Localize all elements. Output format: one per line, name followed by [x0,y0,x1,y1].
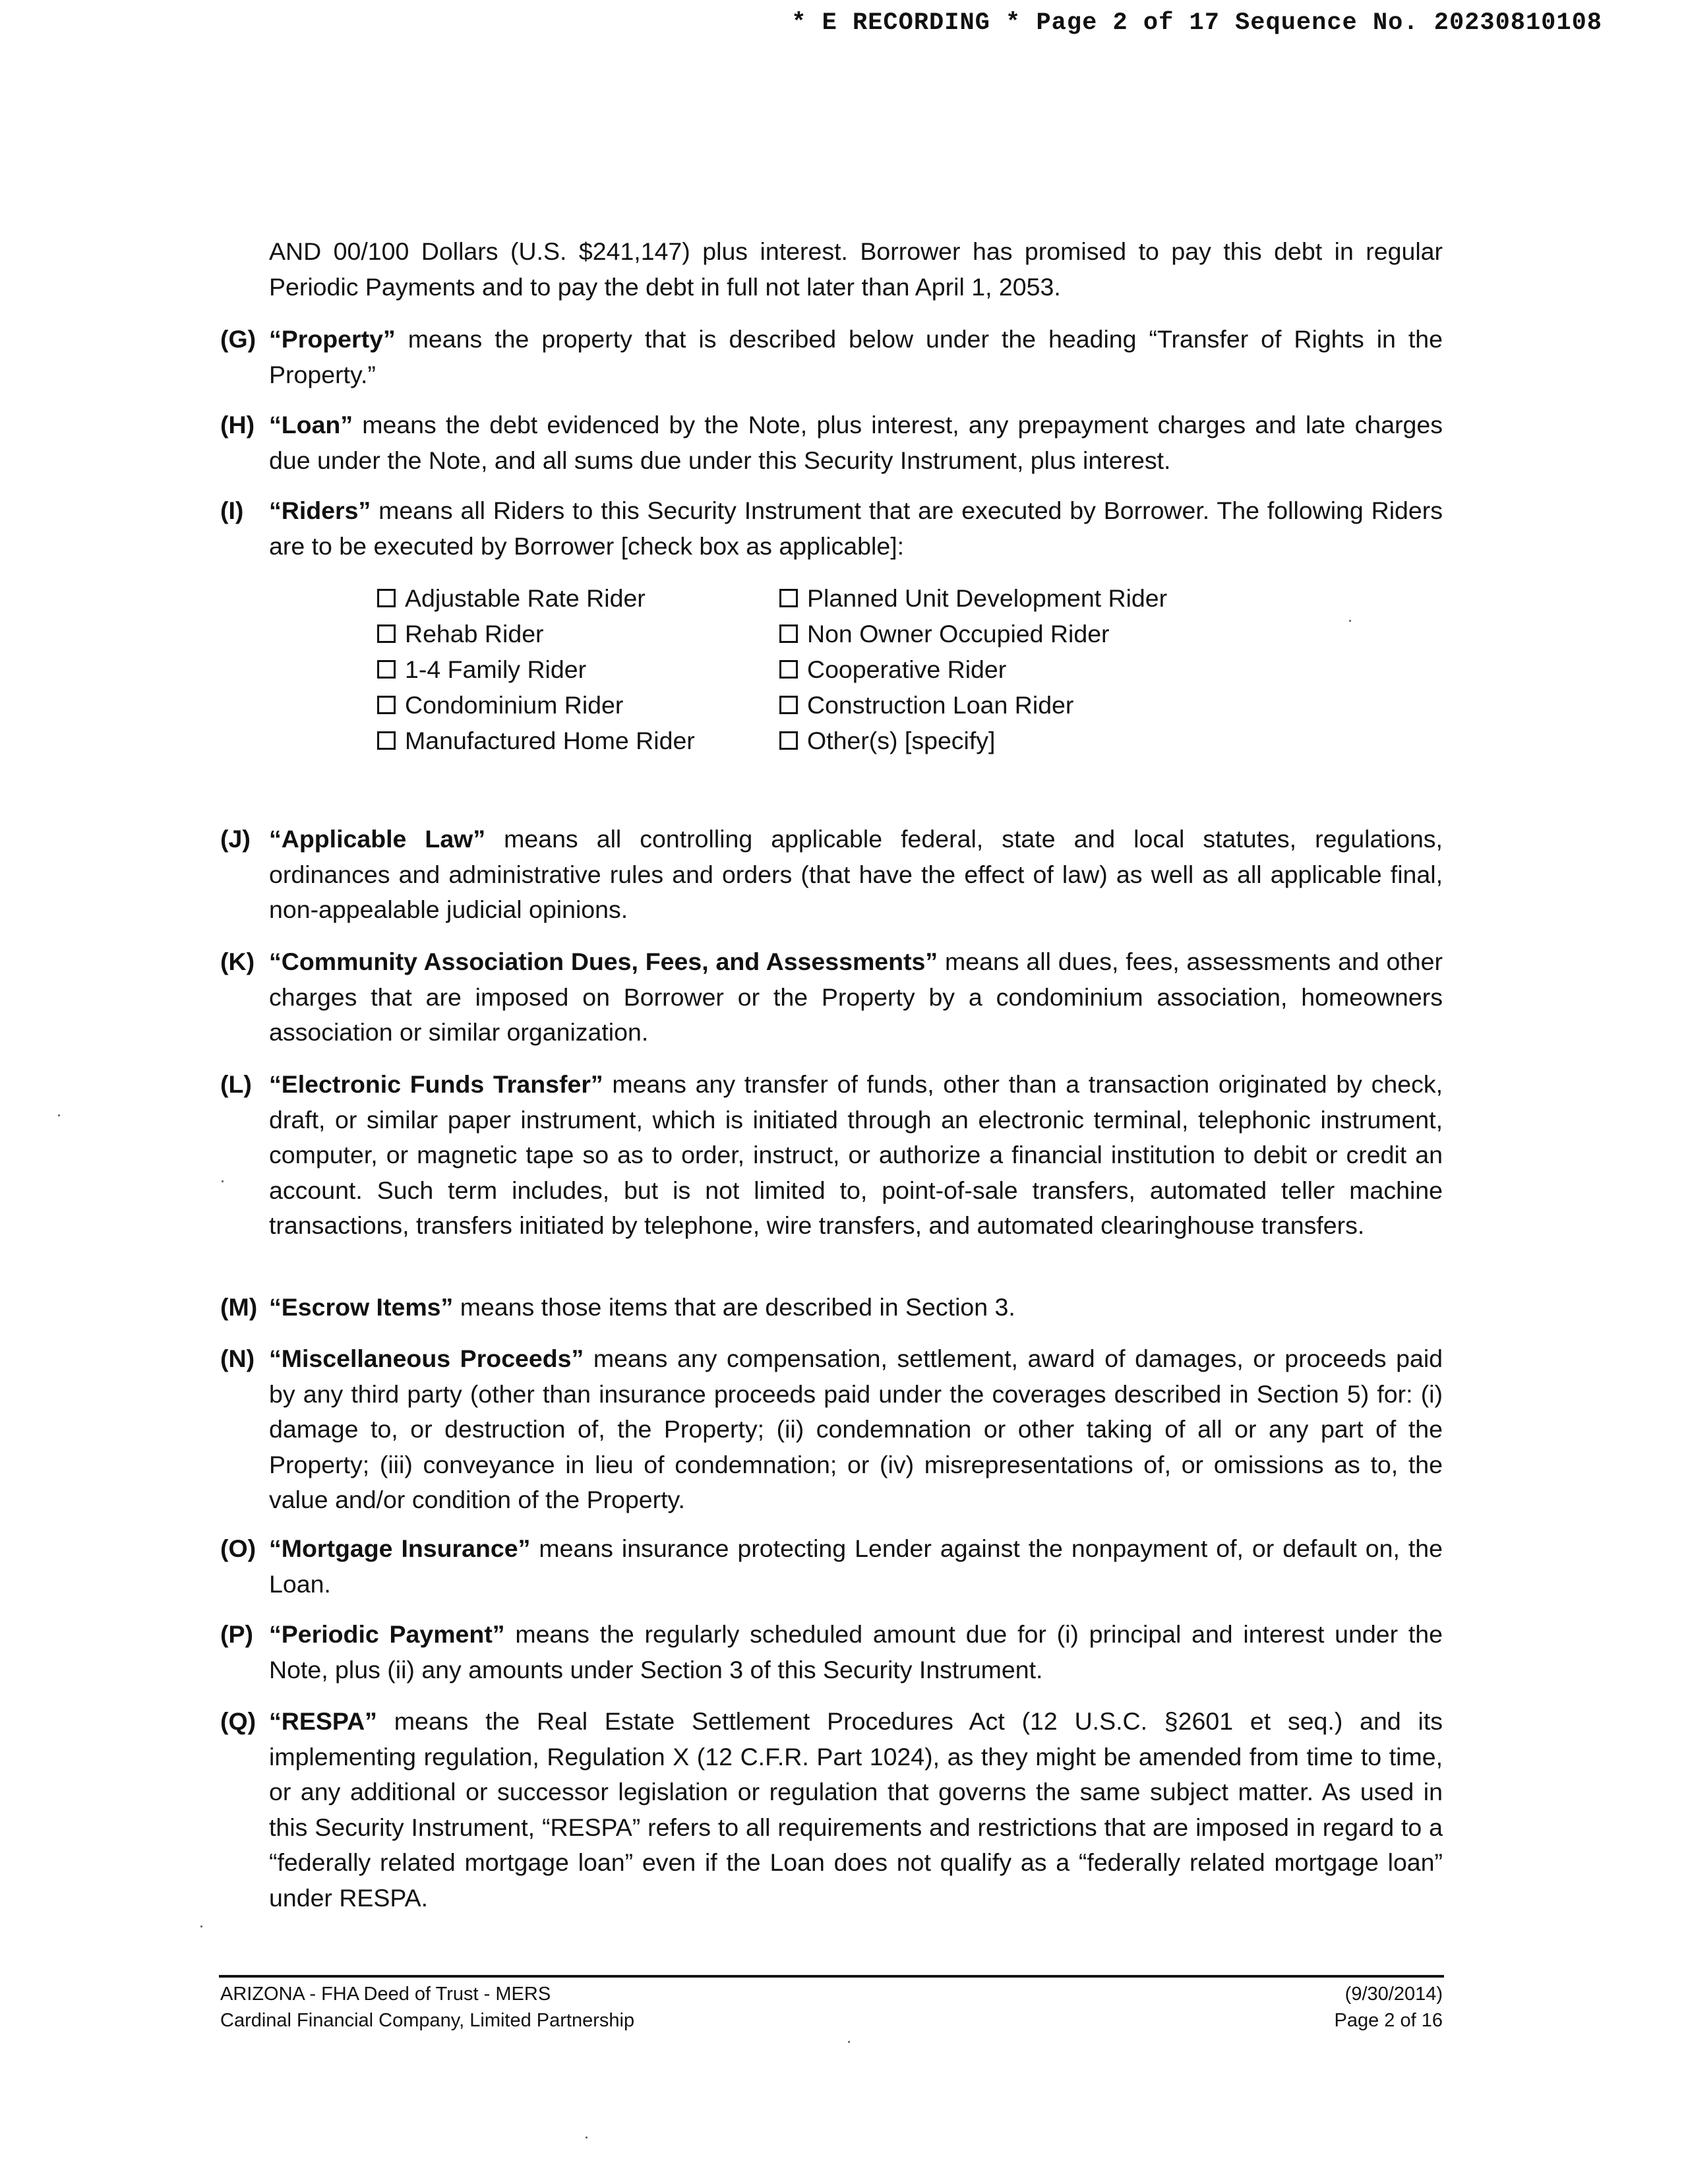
definition-letter: (L) [220,1070,252,1098]
checkbox-icon [779,696,798,714]
definition-body: means the Real Estate Settlement Procedures Act (12 U.S.C. §2601 et seq.) and its implementing regulation, Regulation X (12 C.F.R. Part 1024), as they might be amended from time to time, or any additional or successor legislation or regulation that governs the same subject matter. As used in this Security Instrument, “RESPA” refers to all requirements and restrictions that are imposed in regard to a “federally related mortgage loan” even if the Loan does not qualify as a “federally related mortgage loan” under RESPA. [269,1707,1443,1912]
definition-term: “Riders” [269,497,371,524]
footer-left [220,1981,634,2034]
definition-body: means any transfer of funds, other than a transaction originated by check, draft, or similar paper instrument, which is initiated through an electronic terminal, telephonic instrument, computer, or magnetic tape so as to order, instruct, or authorize a financial institution to debit or credit an account. Such term includes, but is not limited to, point-of-sale transfers, automated teller machine transactions, transfers initiated by telephone, wire transfers, and automated clearinghouse transfers. [269,1070,1443,1239]
definition-letter: (M) [220,1293,258,1321]
definition-i [220,493,1443,564]
definition-term: “RESPA” [269,1707,377,1735]
definition-m [220,1290,1443,1325]
definition-q [220,1704,1443,1916]
rider-construction-loan[interactable]: Construction Loan Rider [779,687,1175,723]
definition-l [220,1067,1443,1244]
definition-body: means any compensation, settlement, award of damages, or proceeds paid by any third party (other than insurance proceeds paid under the coverages described in Section 5) for: (i) damage to, or destruction of, the Property; (ii) condemnation or other taking of all or any part of the Property; (iii) conveyance in lieu of condemnation; or (iv) misrepresentations of, or omissions as to, the value and/or condition of the Property. [269,1345,1443,1513]
footer-form-date: (9/30/2014) [1344,1984,1443,2005]
rider-cooperative[interactable]: Cooperative Rider [779,652,1175,687]
riders-column-left [377,580,773,758]
checkbox-icon [377,660,396,679]
footer-form-name: ARIZONA - FHA Deed of Trust - MERS [220,1984,551,2005]
scan-speck [200,1926,202,1927]
definition-o [220,1531,1443,1602]
rider-others[interactable]: Other(s) [specify] [779,723,1175,758]
rider-adjustable-rate[interactable]: Adjustable Rate Rider [377,580,773,616]
rider-manufactured-home[interactable]: Manufactured Home Rider [377,723,773,758]
definition-h [220,408,1443,478]
definition-term: “Community Association Dues, Fees, and Assessments” [269,948,938,975]
definition-j [220,822,1443,928]
footer-right [1335,1981,1443,2034]
scan-speck [58,1114,60,1116]
scan-speck [848,2041,850,2043]
definition-term: “Loan” [269,411,353,439]
checkbox-icon [779,624,798,643]
definition-term: “Escrow Items” [269,1293,454,1321]
checkbox-icon [377,696,396,714]
checkbox-icon [377,624,396,643]
riders-column-right [779,580,1175,758]
definition-letter: (Q) [220,1707,256,1735]
definition-body: means the property that is described below under the heading “Transfer of Rights in the Property.” [269,325,1443,388]
scan-speck [586,2137,588,2138]
definition-body: means insurance protecting Lender against the nonpayment of, or default on, the Loan. [269,1534,1443,1598]
definition-g [220,322,1443,392]
definition-body: means the regularly scheduled amount due for (i) principal and interest under the Note, plus (ii) any amounts under Section 3 of this Security Instrument. [269,1620,1443,1684]
definition-term: “Mortgage Insurance” [269,1534,531,1562]
definition-body: means those items that are described in Section 3. [453,1293,1015,1321]
definition-term: “Applicable Law” [269,825,486,853]
definition-letter: (H) [220,411,255,439]
definition-term: “Periodic Payment” [269,1620,505,1648]
checkbox-icon [779,660,798,679]
definition-term: “Electronic Funds Transfer” [269,1070,603,1098]
definition-letter: (J) [220,825,251,853]
definition-body: means the debt evidenced by the Note, plus interest, any prepayment charges and late charges due under the Note, and all sums due under this Security Instrument, plus interest. [269,411,1443,474]
rider-non-owner-occupied[interactable]: Non Owner Occupied Rider [779,616,1175,652]
footer-lender: Cardinal Financial Company, Limited Partnership [220,2010,635,2031]
definition-p [220,1617,1443,1687]
continuation-paragraph: AND 00/100 Dollars (U.S. $241,147) plus interest. Borrower has promised to pay this debt in regular Periodic Payments and to pay the debt in full not later than April 1, 2053. [269,237,1443,301]
definition-letter: (N) [220,1345,255,1372]
definition-letter: (K) [220,948,255,975]
definition-letter: (I) [220,497,244,524]
definition-k [220,944,1443,1050]
definition-letter: (P) [220,1620,253,1648]
checkbox-icon [377,589,396,607]
definition-n [220,1341,1443,1518]
definition-body: means all controlling applicable federal, state and local statutes, regulations, ordinances and administrative rules and orders (that have the effect of law) as well as all applicable final, non-appealable judicial opinions. [269,825,1443,923]
definition-term: “Miscellaneous Proceeds” [269,1345,584,1372]
definition-letter: (O) [220,1534,256,1562]
definition-letter: (G) [220,325,256,353]
rider-condominium[interactable]: Condominium Rider [377,687,773,723]
checkbox-icon [377,731,396,750]
definition-body: means all Riders to this Security Instrument that are executed by Borrower. The following Riders are to be executed by Borrower [check box as applicable]: [269,497,1443,560]
scan-speck [1349,620,1351,622]
recording-stamp: * E RECORDING * Page 2 of 17 Sequence No. 20230810108 [791,9,1602,37]
definition-term: “Property” [269,325,396,353]
rider-1-4-family[interactable]: 1-4 Family Rider [377,652,773,687]
footer-page-number: Page 2 of 16 [1334,2010,1443,2031]
checkbox-icon [779,731,798,750]
checkbox-icon [779,589,798,607]
definition-body: means all dues, fees, assessments and other charges that are imposed on Borrower or the Property by a condominium association, homeowners association or similar organization. [269,948,1443,1046]
scan-speck [222,1180,224,1182]
footer-divider [219,1975,1444,1978]
rider-planned-unit-development[interactable]: Planned Unit Development Rider [779,580,1175,616]
rider-rehab[interactable]: Rehab Rider [377,616,773,652]
